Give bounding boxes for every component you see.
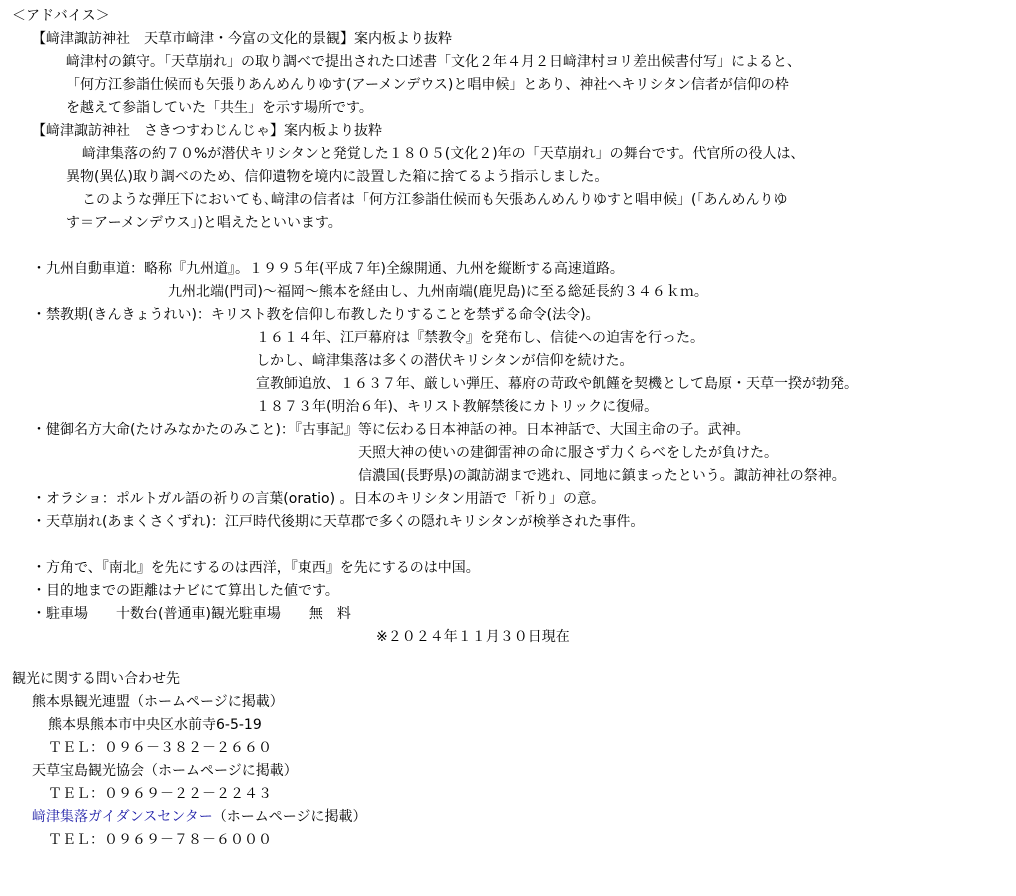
note-parking: ・駐車場 十数台(普通車)観光駐車場 無 料 [32,606,351,622]
contact-amakusa-name: 天草宝島観光協会（ホームページに掲載） [32,763,298,779]
advice-heading: ＜アドバイス＞ [12,8,110,24]
contact-kumamoto-tel: ＴＥＬ：０９６－３８２－２６６０ [48,740,272,756]
source2-line: このような弾圧下においても､﨑津の信者は「何方江参詣仕候而も矢張あんめんりゆすと唱申候」(「あんめんりゆ [82,192,788,208]
glossary-takeminakata: ・健御名方大命(たけみなかたのみこと)：『古事記』等に伝わる日本神話の神。日本神話で、大国主命の子。武神。 [32,422,750,438]
glossary-takeminakata-detail: 信濃国(長野県)の諏訪湖まで逃れ、同地に鎮まったという。諏訪神社の祭神。 [358,468,846,484]
glossary-orasho: ・オラショ：ポルトガル語の祈りの言葉(oratio) 。日本のキリシタン用語で「祈り」の意。 [32,491,605,507]
contact-kumamoto-address: 熊本県熊本市中央区水前寺6-5-19 [48,717,262,733]
glossary-kinkyo: ・禁教期(きんきょうれい)：キリスト教を信仰し布教したりすることを禁ずる命令(法令)。 [32,307,600,323]
note-distance: ・目的地までの距離はナビにて算出した値です。 [32,583,339,599]
glossary-kinkyo-detail: １６１４年、江戸幕府は『禁教令』を発布し、信徒への迫害を行った。 [256,330,704,346]
note-direction: ・方角で、『南北』を先にするのは西洋，『東西』を先にするのは中国。 [32,560,480,576]
glossary-kyushu-expressway-detail: 九州北端(門司)～福岡～熊本を経由し、九州南端(鹿児島)に至る総延長約３４６ｋｍ。 [168,284,708,300]
source2-line: す＝アーメンデウス」)と唱えたといいます。 [66,215,342,231]
glossary-kyushu-expressway: ・九州自動車道：略称『九州道』。１９９５年(平成７年)全線開通、九州を縦断する高速道路。 [32,261,624,277]
sakitsu-guidance-center-link[interactable]: 﨑津集落ガイダンスセンター [32,809,213,825]
contact-kumamoto-name: 熊本県観光連盟（ホームページに掲載） [32,694,284,710]
source1-line: 「何方江参詣仕候而も矢張りあんめんりゆす(アーメンデウス)と唱申候」とあり、神社へキリシタン信者が信仰の枠 [66,77,789,93]
note-as-of-date: ※２０２４年１１月３０日現在 [376,629,570,645]
glossary-kinkyo-detail: １８７３年(明治６年)、キリスト教解禁後にカトリックに復帰。 [256,399,659,415]
contact-sakitsu-tel: ＴＥＬ：０９６９－７８－６０００ [48,832,272,848]
source2-title: 【﨑津諏訪神社 さきつすわじんじゃ】案内板より抜粋 [32,123,382,139]
contact-sakitsu-suffix: （ホームページに掲載） [212,809,367,825]
contact-sakitsu-row [32,806,366,829]
contact-amakusa-tel: ＴＥＬ：０９６９－２２－２２４３ [48,786,272,802]
source1-line: を越えて参詣していた「共生」を示す場所です。 [66,100,373,116]
glossary-kinkyo-detail: 宣教師追放、１６３７年、厳しい弾圧、幕府の苛政や飢饉を契機として島原・天草一揆が勃発。 [256,376,858,392]
source2-line: 異物(異仏)取り調べのため、信仰遺物を境内に設置した箱に捨てるよう指示しました。 [66,169,609,185]
glossary-kinkyo-detail: しかし、﨑津集落は多くの潜伏キリシタンが信仰を続けた。 [256,353,634,369]
source1-title: 【﨑津諏訪神社 天草市﨑津・今富の文化的景観】案内板より抜粋 [32,31,452,47]
source1-line: 﨑津村の鎮守。「天草崩れ」の取り調べで提出された口述書「文化２年４月２日﨑津村ヨリ差出候書付写」によると、 [66,54,801,70]
glossary-amakusa-kuzure: ・天草崩れ(あまくさくずれ)：江戸時代後期に天草郡で多くの隠れキリシタンが検挙された事件。 [32,514,645,530]
source2-line: 﨑津集落の約７０%が潜伏キリシタンと発覚した１８０５(文化２)年の「天草崩れ」の舞台です。代官所の役人は、 [82,146,805,162]
glossary-takeminakata-detail: 天照大神の使いの建御雷神の命に服さず力くらべをしたが負けた。 [358,445,778,461]
contacts-heading: 観光に関する問い合わせ先 [12,671,180,687]
